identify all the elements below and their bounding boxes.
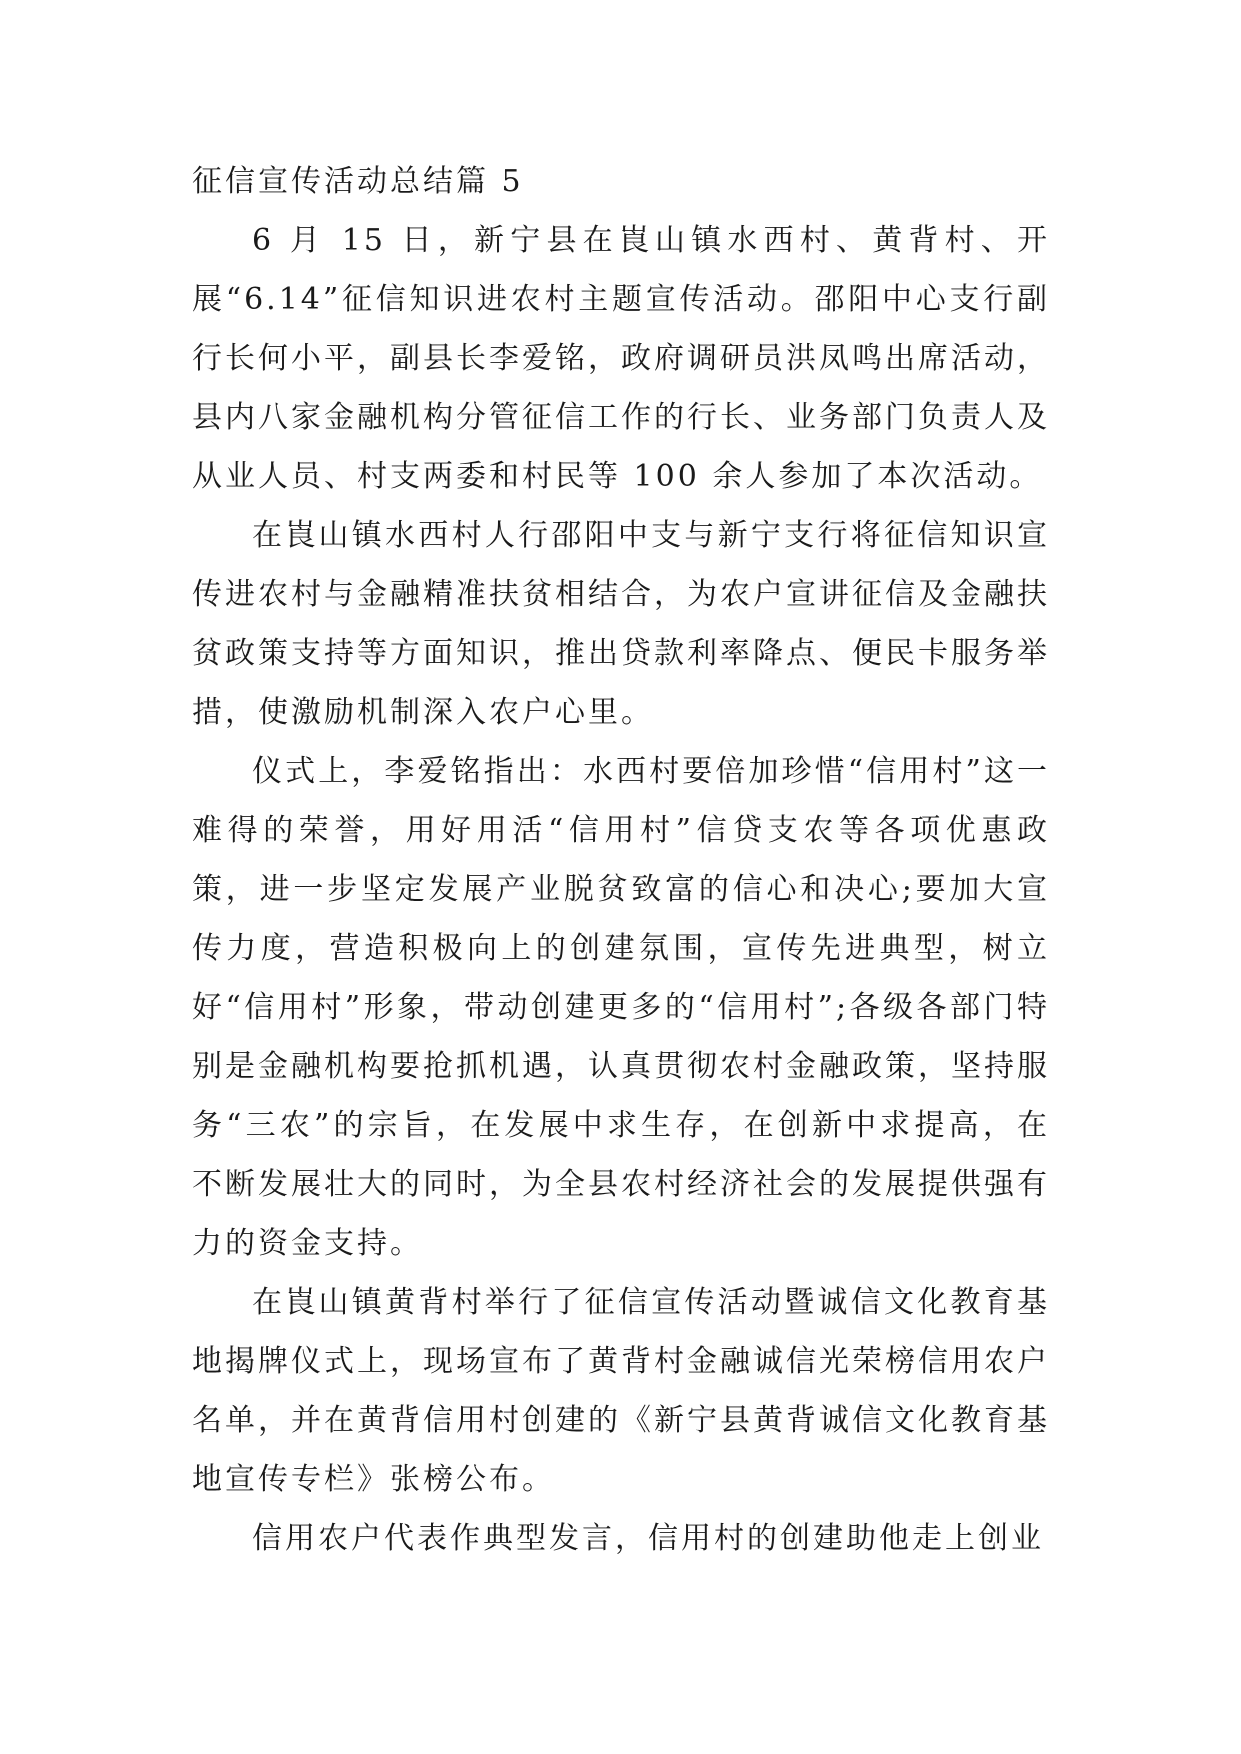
paragraph-3: 仪式上，李爱铭指出：水西村要倍加珍惜“信用村”这一难得的荣誉，用好用活“信用村”信贷支农等各项优惠政策，进一步坚定发展产业脱贫致富的信心和决心;要加大宣传力度，营造积极向上的创建氛围，宣传先进典型，树立好“信用村”形象，带动创建更多的“信用村”;各级各部门特别是金融机构要抢抓机遇，认真贯彻农村金融政策，坚持服务“三农”的宗旨，在发展中求生存，在创新中求提高，在不断发展壮大的同时，为全县农村经济社会的发展提供强有力的资金支持。 <box>192 754 1050 1261</box>
paragraph-2: 在崀山镇水西村人行邵阳中支与新宁支行将征信知识宣传进农村与金融精准扶贫相结合，为农户宣讲征信及金融扶贫政策支持等方面知识，推出贷款利率降点、便民卡服务举措，使激励机制深入农户心里。 <box>192 518 1050 730</box>
paragraph-4: 在崀山镇黄背村举行了征信宣传活动暨诚信文化教育基地揭牌仪式上，现场宣布了黄背村金融诚信光荣榜信用农户名单，并在黄背信用村创建的《新宁县黄背诚信文化教育基地宣传专栏》张榜公布。 <box>192 1285 1050 1497</box>
paragraph-1: 6 月 15 日，新宁县在崀山镇水西村、黄背村、开展“6.14”征信知识进农村主题宣传活动。邵阳中心支行副行长何小平，副县长李爱铭，政府调研员洪凤鸣出席活动，县内八家金融机构分管征信工作的行长、业务部门负责人及从业人员、村支两委和村民等 100 余人参加了本次活动。 <box>192 223 1050 494</box>
paragraph-5: 信用农户代表作典型发言，信用村的创建助他走上创业 <box>252 1521 1044 1556</box>
document-body <box>192 152 1050 1568</box>
document-title: 征信宣传活动总结篇 5 <box>192 164 524 199</box>
